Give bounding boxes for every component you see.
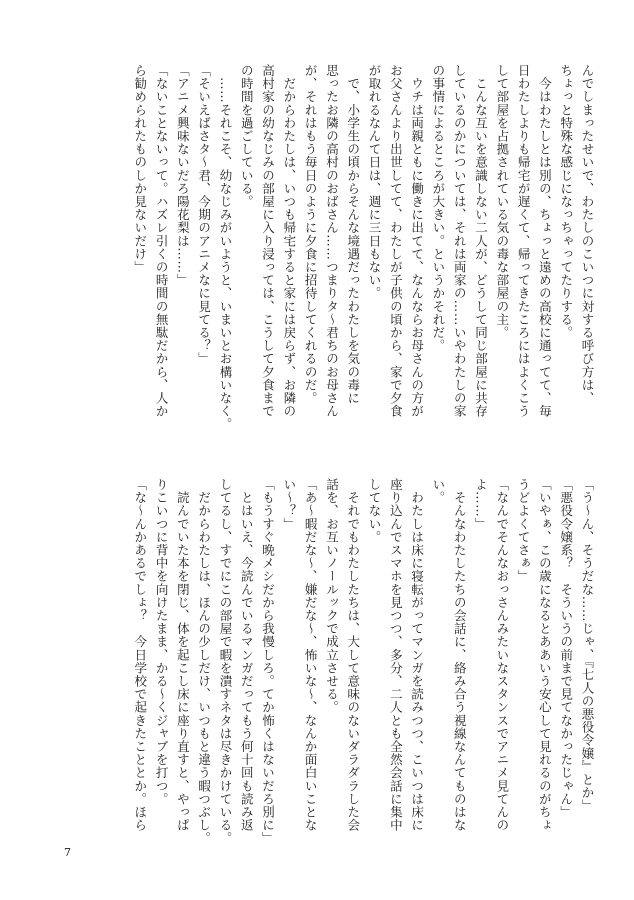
- text-line: 「いやぁ、この歳になるとああいう安心して見れるのがちょ: [537, 478, 553, 832]
- text-line: 読んでいた本を閉じ、体を起こし床に座り直すと、やっぱ: [175, 478, 191, 832]
- text-line: そんなわたしたちの会話に、絡み合う視線なんてものはな: [452, 478, 468, 832]
- text-line: が、それはもう毎日のように夕食に招待してくれるのだ。: [303, 64, 319, 405]
- text-line: してるし、すでにこの部屋で暇を潰すネタは尽きかけている。: [217, 478, 233, 845]
- text-line: だからわたしは、ほんの少しだけ、いつもと違う暇つぶし。: [196, 478, 212, 845]
- lower-text-block: [38, 478, 598, 883]
- text-line: うどよくてさぁ」: [516, 478, 532, 583]
- text-line: 「悪役令嬢系？ そういうの前まで見てなかったじゃん」: [558, 478, 574, 819]
- text-line: よ……」: [473, 478, 489, 531]
- text-line: 「な〜んかあるでしょ？ 今日学校で起きたこととか。ほら: [132, 478, 148, 832]
- text-line: ら勧められたものしか見ないだけ」: [132, 64, 148, 274]
- text-line: ……それこそ、幼なじみがいようと、いまいとお構いなく。: [217, 64, 233, 431]
- page-number: 7: [64, 846, 71, 859]
- text-line: で、小学生の頃からそんな境遇だったわたしを気の毒に: [345, 64, 361, 405]
- text-line: こんな互いを意識しない二人が、どうして同じ部屋に共存: [473, 64, 489, 418]
- text-line: 「う〜ん、そうだな……じゃ、『七人の悪役令嬢』とか」: [580, 478, 595, 813]
- text-line: ウチは両親ともに働きに出てて、なんならお母さんの方が: [409, 64, 425, 418]
- text-line: んでしまったせいで、わたしのこいつに対する呼び方は、: [580, 64, 595, 405]
- text-line: い。: [430, 478, 446, 505]
- text-line: 高村家の幼なじみの部屋に入り浸っては、こうして夕食まで: [260, 64, 276, 418]
- text-line: 「あ〜暇だな〜、嫌だな〜、怖いな〜、なんか面白いことな: [303, 478, 319, 832]
- text-line: 思ったお隣の高村のおばさん……つまりタ〜君ちのお母さん: [324, 64, 340, 418]
- text-line: して部屋を占拠されている気の毒な部屋の主。: [494, 64, 510, 340]
- text-line: 座り込んでスマホを見つつ、多分、二人とも全然会話に集中: [388, 478, 404, 832]
- text-line: 話を、お互いノールックで成立させる。: [324, 478, 340, 714]
- text-line: 今はわたしとは別の、ちょっと遠めの高校に通ってて、毎: [537, 64, 553, 418]
- text-line: 日わたしよりも帰宅が遅くて、帰ってきたころにはよくこう: [516, 64, 532, 418]
- text-line: お父さんより出世してて、わたしが子供の頃から、家で夕食: [388, 64, 404, 418]
- text-line: 「アニメ興味ないだろ陽花梨は……」: [175, 64, 191, 287]
- text-line: 「なんでそんなおっさんみたいなスタンスでアニメ見てんの: [494, 478, 510, 832]
- text-line: い〜？」: [281, 478, 297, 531]
- text-line: してない。: [367, 478, 383, 544]
- text-line: 「そいえばさタ〜君、今期のアニメなに見てる？」: [196, 64, 212, 366]
- text-line: だからわたしは、いつも帰宅すると家には戻らず、お隣の: [281, 64, 297, 418]
- text-line: 「ないことないって。ハズレ引くの時間の無駄だから、人か: [154, 64, 170, 418]
- text-line: りこいつに背中を向けたまま、かる〜くジャブを打つ。: [154, 478, 170, 806]
- text-line: 「もうすぐ晩メシだから我慢しろ。てか怖くはないだろ別に」: [260, 478, 276, 845]
- upper-text-block: [38, 64, 598, 469]
- text-line: それでもわたしたちは、大して意味のないダラダラした会: [345, 478, 361, 832]
- text-line: とはいえ、今読んでいるマンガだってもう何十回も読み返: [239, 478, 255, 832]
- text-line: が取れるなんて日は、週に三日もない。: [367, 64, 383, 300]
- text-line: の時間を過ごしている。: [239, 64, 255, 209]
- text-line: しているのかについては、それは両家の……いやわたしの家: [452, 64, 468, 418]
- text-line: の事情によるところが大きい。というかそれだ。: [430, 64, 446, 353]
- text-line: わたしは床に寝転がってマンガを読みつつ、こいつは床に: [409, 478, 425, 832]
- text-line: ちょっと特殊な感じになっちゃってたりする。: [558, 64, 574, 340]
